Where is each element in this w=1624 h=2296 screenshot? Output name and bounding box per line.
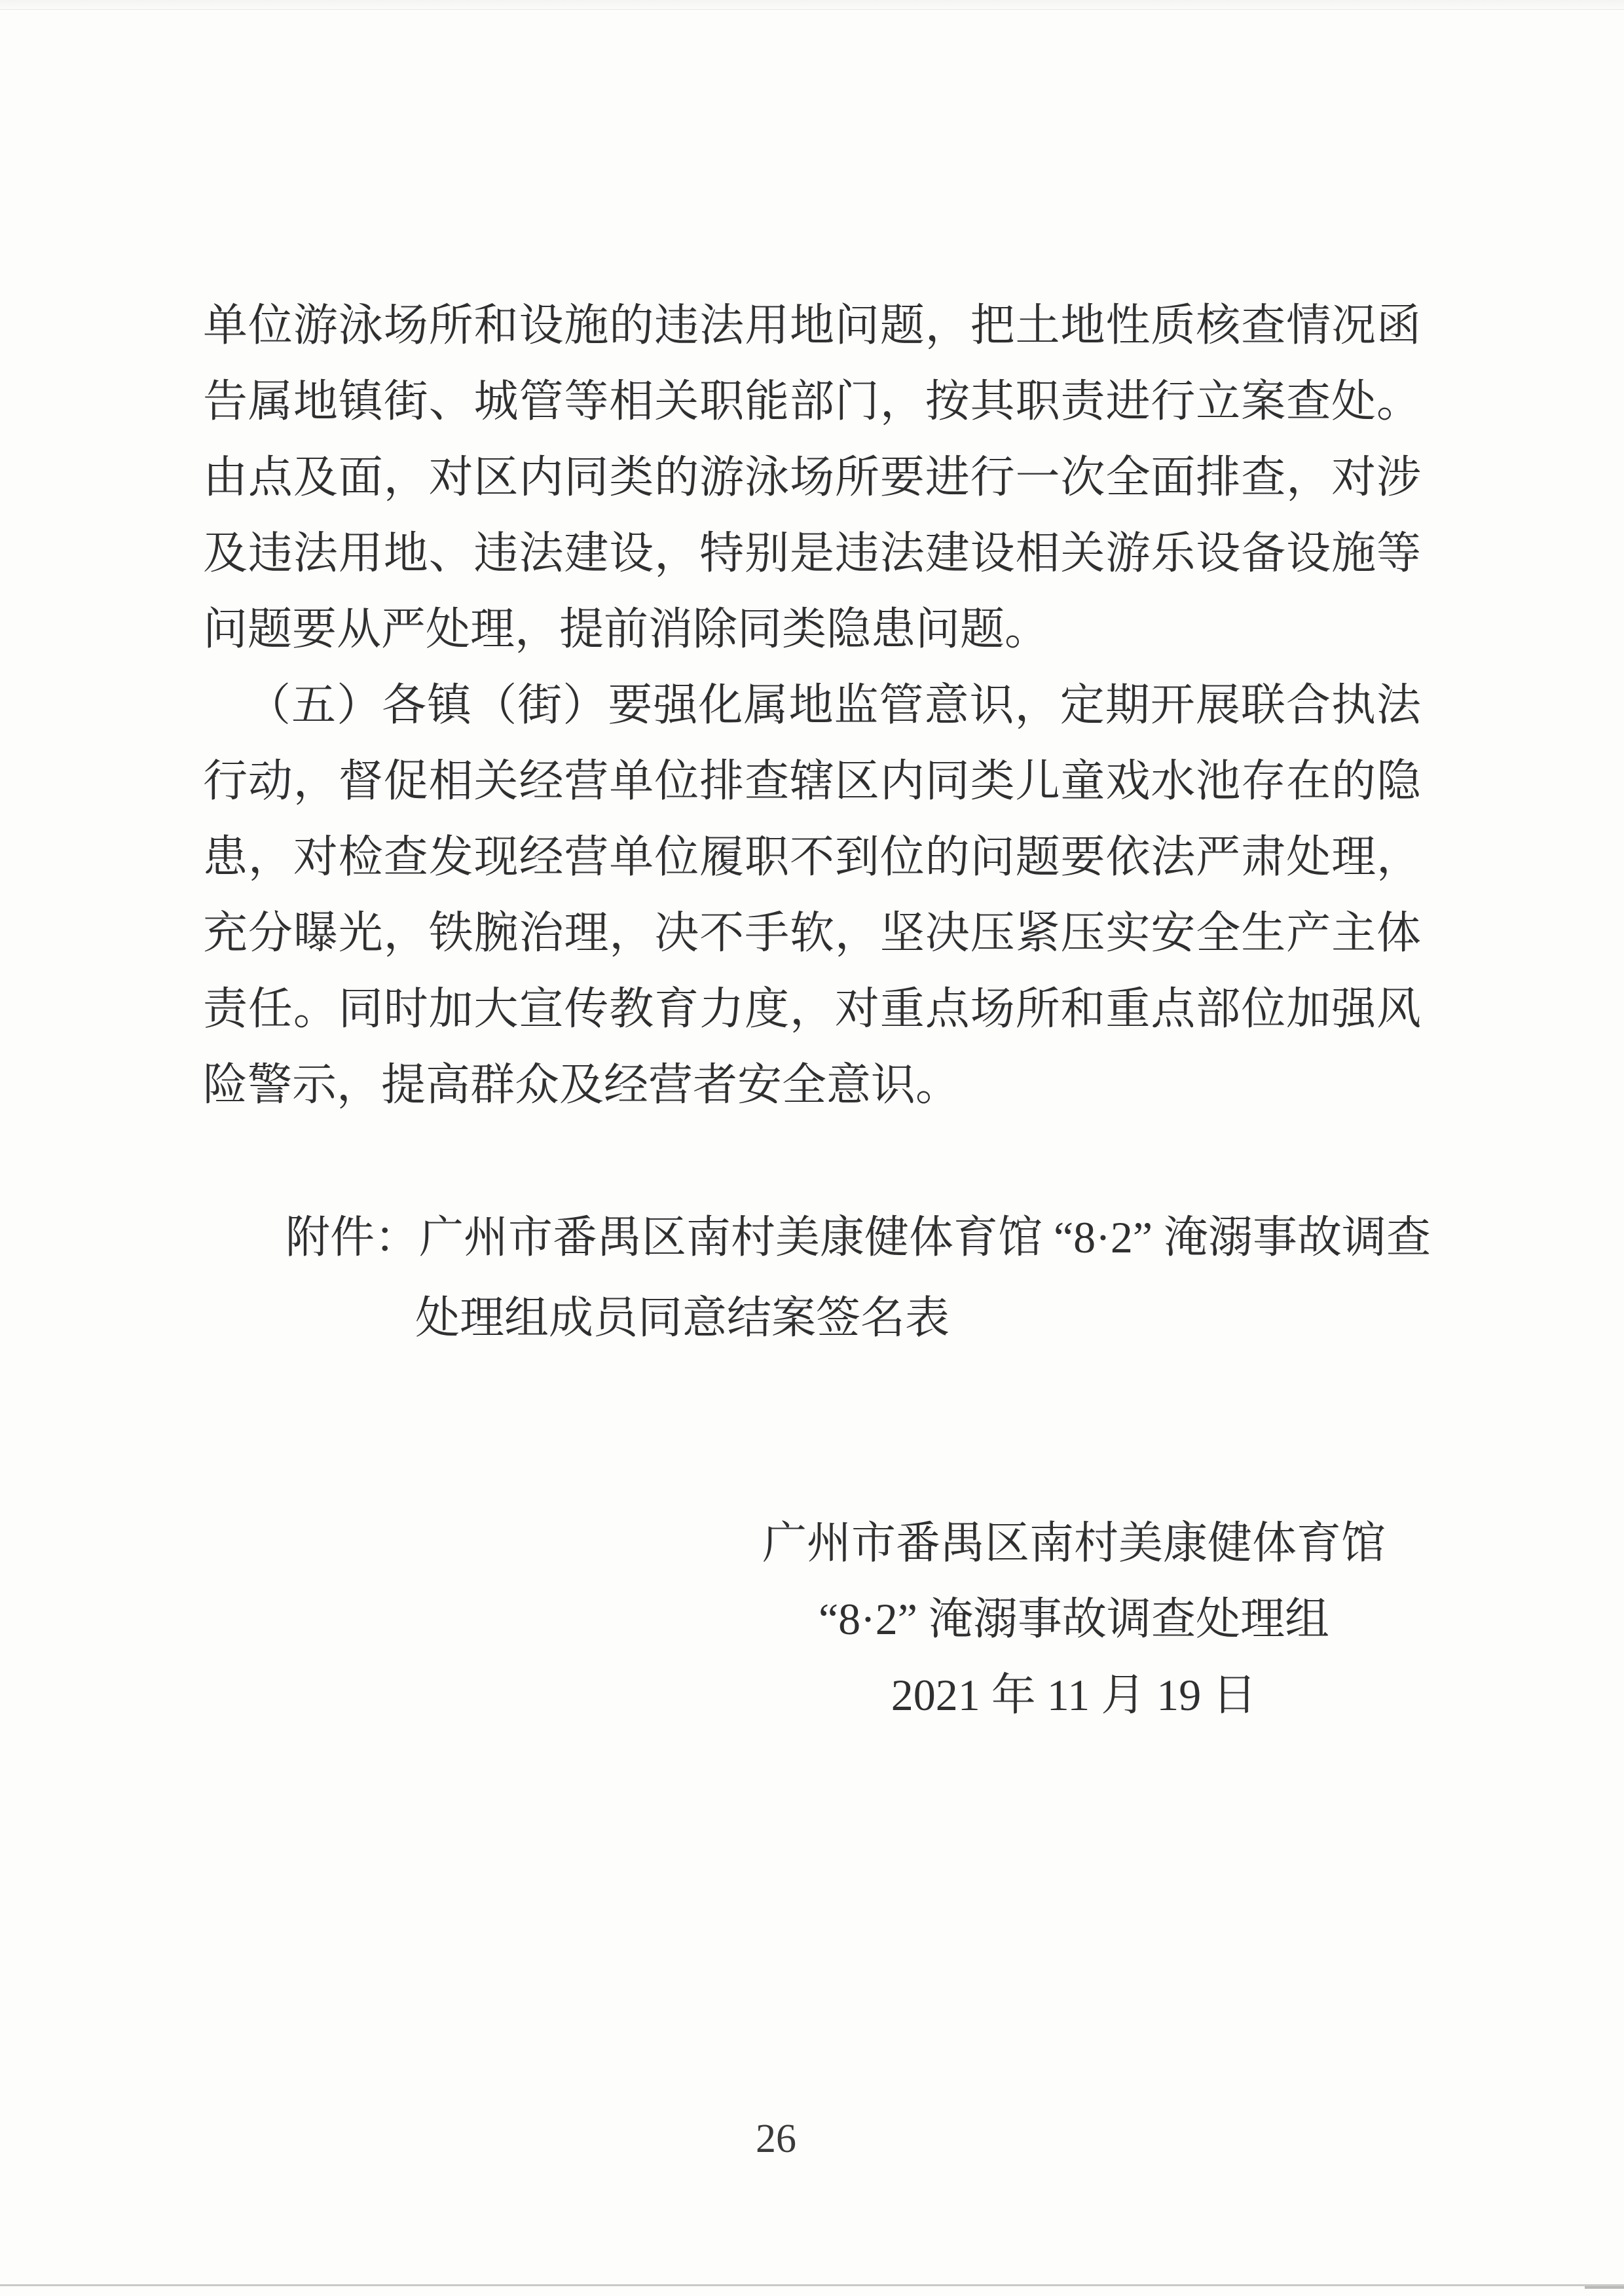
- body-line: 单位游泳场所和设施的违法用地问题，把土地性质核查情况函: [203, 301, 1421, 350]
- body-line: 告属地镇街、城管等相关职能部门，按其职责进行立案查处。: [203, 376, 1421, 426]
- attachment-note-line-1: 附件：广州市番禺区南村美康健体育馆 “8·2” 淹溺事故调查: [286, 1212, 1431, 1262]
- body-line-section-five: （五）各镇（街）要强化属地监管意识，定期开展联合执法: [246, 680, 1421, 730]
- signature-date: 2021 年 11 月 19 日: [891, 1670, 1257, 1720]
- body-line: 充分曝光，铁腕治理，决不手软，坚决压紧压实安全生产主体: [203, 908, 1421, 958]
- body-line: 险警示，提高群众及经营者安全意识。: [203, 1060, 961, 1110]
- signature-block: [740, 1505, 1408, 1733]
- body-line: 由点及面，对区内同类的游泳场所要进行一次全面排查，对涉: [203, 452, 1421, 502]
- scan-bottom-notch-artifact: [1585, 2286, 1624, 2289]
- body-line: 及违法用地、违法建设，特别是违法建设相关游乐设备设施等: [203, 528, 1421, 578]
- body-paragraph-block: [203, 287, 1421, 1123]
- scan-top-edge-artifact: [0, 0, 1624, 10]
- scan-bottom-edge-artifact: [0, 2284, 1624, 2286]
- signature-group-line: “8·2” 淹溺事故调查处理组: [818, 1594, 1329, 1644]
- signature-org-line: 广州市番禺区南村美康健体育馆: [762, 1518, 1386, 1568]
- body-line: 责任。同时加大宣传教育力度，对重点场所和重点部位加强风: [203, 984, 1421, 1034]
- body-line: 患，对检查发现经营单位履职不到位的问题要依法严肃处理，: [203, 832, 1421, 882]
- attachment-note-line-2: 处理组成员同意结案签名表: [415, 1293, 950, 1343]
- body-line: 行动，督促相关经营单位排查辖区内同类儿童戏水池存在的隐: [203, 756, 1421, 806]
- body-line: 问题要从严处理，提前消除同类隐患问题。: [203, 604, 1050, 654]
- page-number: 26: [756, 2117, 796, 2161]
